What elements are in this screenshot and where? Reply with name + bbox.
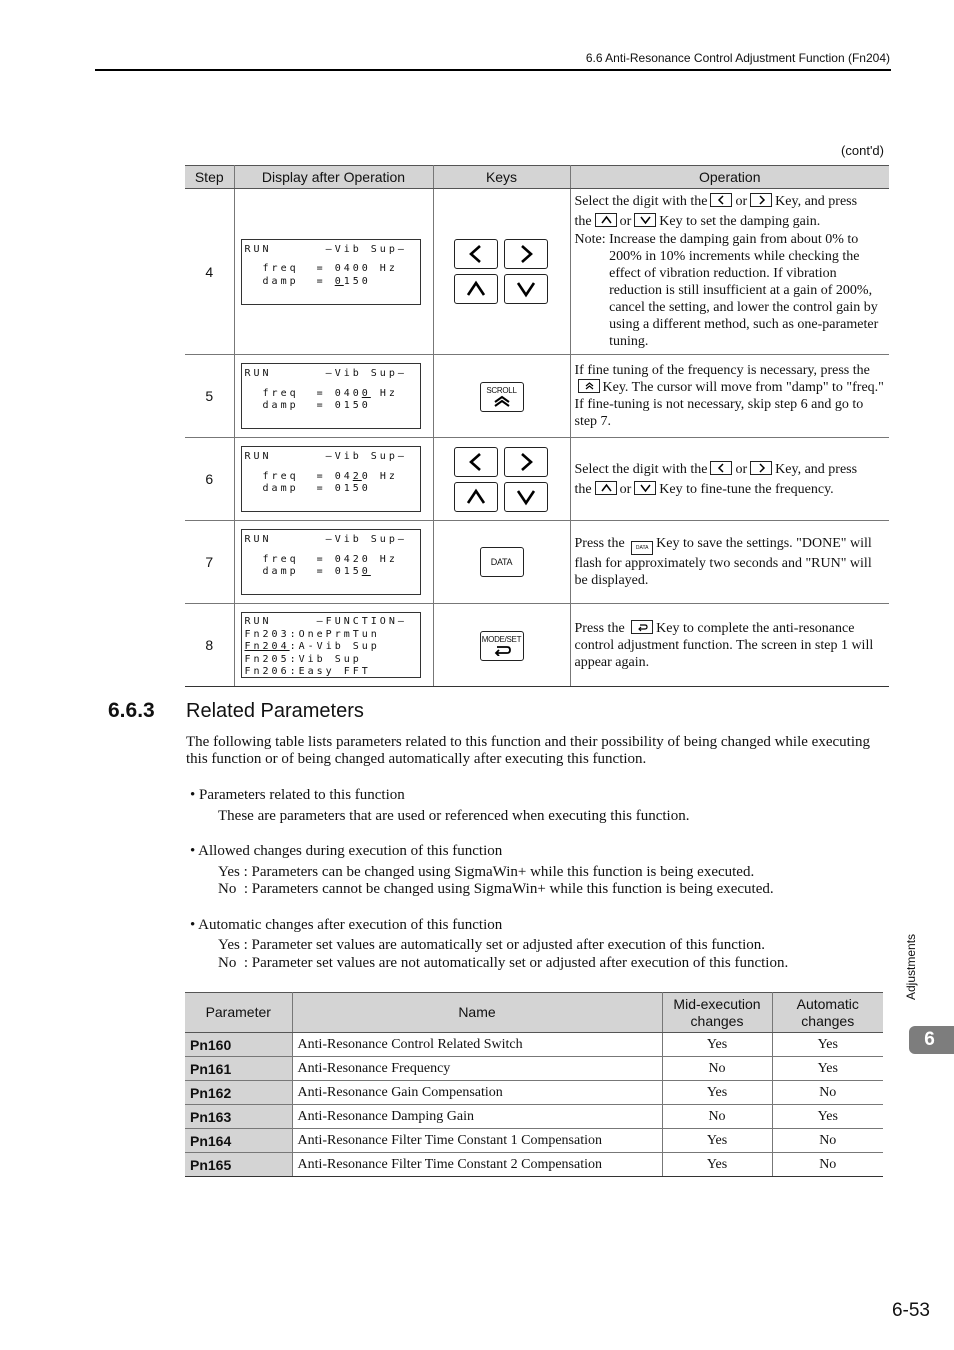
step-number: 6: [185, 438, 234, 521]
bullet-text: Yes : Parameter set values are automatically set or adjusted after execution of this function.: [218, 937, 766, 953]
up-arrow-icon: [465, 486, 487, 508]
note-text: Increase the damping gain from about 0% to 200% in 10% increments while checking the effect of vibration reduction. If vibration reduction is still insufficient at a gain of 200%, cancel the setting, and lower the control gain by using a different method, such as one-parameter tuning.: [609, 232, 879, 349]
col-header-parameter: Parameter: [185, 993, 292, 1033]
col-header-display: Display after Operation: [234, 166, 433, 189]
down-key: [504, 482, 548, 512]
col-header-keys: Keys: [433, 166, 570, 189]
operation-cell: [570, 604, 889, 687]
op-text: or: [735, 461, 748, 477]
table-row: [185, 1033, 883, 1057]
param-id: Pn162: [185, 1081, 292, 1105]
bullet-text: No : Parameter set values are not automatically set or adjusted after execution of this function.: [218, 955, 789, 971]
op-text: the: [574, 481, 592, 497]
lcd-line: freq = 0420 Hz: [244, 470, 398, 482]
op-text: Select the digit with the: [574, 461, 708, 477]
op-text: Key, and press: [775, 461, 858, 477]
lcd-line: damp = 0150: [244, 275, 371, 287]
key-label: SCROLL: [486, 386, 517, 396]
step-row: [185, 438, 889, 521]
param-auto: Yes: [772, 1105, 883, 1129]
lcd-line: freq = 0400 Hz: [244, 263, 398, 274]
param-name: Anti-Resonance Frequency: [292, 1057, 662, 1081]
col-header-automatic: Automatic changes: [772, 993, 883, 1033]
op-text: Press the: [574, 620, 625, 636]
chapter-side-label: Adjustments: [904, 933, 918, 1000]
data-key: [480, 547, 524, 577]
param-id: Pn165: [185, 1153, 292, 1177]
lcd-display: [241, 239, 421, 305]
header-rule: [95, 69, 891, 71]
lcd-line: Fn203:OnePrmTun: [244, 628, 380, 640]
param-name: Anti-Resonance Control Related Switch: [292, 1033, 662, 1057]
right-key: [504, 239, 548, 269]
left-key: [454, 447, 498, 477]
op-text: Key to save the settings. "DONE" will flash for approximately two seconds and "RUN" will be displayed.: [574, 536, 872, 588]
op-text: Key to set the damping gain.: [659, 214, 821, 229]
lcd-line: RUN —Vib Sup—: [244, 368, 407, 379]
down-arrow-icon: [515, 278, 537, 300]
chapter-tab: 6: [909, 1026, 954, 1054]
data-key-inline-icon: DATA: [631, 541, 653, 555]
up-key-inline-icon: [595, 481, 617, 495]
step-row: [185, 521, 889, 604]
bullet-heading: • Parameters related to this function: [190, 787, 405, 803]
lcd-line: Fn205:Vib Sup: [244, 653, 362, 665]
display-cell: [234, 355, 433, 438]
param-id: Pn164: [185, 1129, 292, 1153]
lcd-display: [241, 529, 421, 595]
right-arrow-icon: [515, 451, 537, 473]
procedure-header-row: [185, 166, 889, 189]
operation-cell: [570, 355, 889, 438]
section-title: Related Parameters: [186, 700, 364, 722]
param-auto: No: [772, 1081, 883, 1105]
running-header: 6.6 Anti-Resonance Control Adjustment Function (Fn204): [585, 51, 890, 65]
col-header-name: Name: [292, 993, 662, 1033]
procedure-table: [185, 165, 889, 687]
scroll-key: [480, 382, 524, 412]
bullet-text: No : Parameters cannot be changed using SigmaWin+ while this function is being executed.: [218, 881, 774, 897]
param-name: Anti-Resonance Filter Time Constant 1 Compensation: [292, 1129, 662, 1153]
key-label: DATA: [490, 557, 513, 567]
parameters-table: [185, 992, 883, 1177]
keys-cell: [433, 189, 570, 355]
op-text: Select the digit with the: [574, 194, 708, 209]
lcd-line: Fn206:Easy FFT: [244, 666, 371, 677]
col-header-operation: Operation: [570, 166, 889, 189]
continued-label: (cont'd): [841, 143, 884, 158]
lcd-line: damp = 0150: [244, 483, 371, 494]
down-key-inline-icon: [634, 213, 656, 227]
right-arrow-icon: [515, 243, 537, 265]
left-key: [454, 239, 498, 269]
lcd-display: [241, 612, 421, 678]
param-name: Anti-Resonance Filter Time Constant 2 Compensation: [292, 1153, 662, 1177]
operation-cell: [570, 521, 889, 604]
param-mid: Yes: [662, 1081, 772, 1105]
lcd-line: RUN —FUNCTION—: [244, 616, 407, 627]
left-arrow-icon: [465, 243, 487, 265]
parameters-header-row: [185, 993, 883, 1033]
step-row: [185, 604, 889, 687]
op-text: Key, and press: [775, 194, 858, 209]
up-key: [454, 482, 498, 512]
op-text: Key to complete the anti-resonance control adjustment function. The screen in step 1 will appear again.: [574, 620, 874, 670]
operation-cell: [570, 438, 889, 521]
op-text: or: [735, 194, 748, 209]
op-text: or: [619, 214, 632, 229]
operation-cell: [570, 189, 889, 355]
mode-set-key-inline-icon: [631, 620, 653, 634]
bullet-text: These are parameters that are used or referenced when executing this function.: [218, 808, 690, 824]
bullet-text: Yes : Parameters can be changed using SigmaWin+ while this function is being executed.: [218, 864, 755, 880]
step-number: 7: [185, 521, 234, 604]
op-text: Press the: [574, 536, 625, 551]
param-auto: No: [772, 1153, 883, 1177]
keys-cell: [433, 521, 570, 604]
param-auto: Yes: [772, 1033, 883, 1057]
lcd-line: freq = 0400 Hz: [244, 387, 398, 399]
display-cell: [234, 604, 433, 687]
op-text: If fine tuning of the frequency is necessary, press the: [574, 363, 870, 378]
param-mid: No: [662, 1057, 772, 1081]
step-row: [185, 355, 889, 438]
table-row: [185, 1129, 883, 1153]
param-id: Pn160: [185, 1033, 292, 1057]
lcd-display: [241, 446, 421, 512]
note-label: Note:: [574, 232, 610, 247]
lcd-line: RUN —Vib Sup—: [244, 243, 407, 255]
lcd-line: Fn204:A-Vib Sup: [244, 641, 380, 652]
table-row: [185, 1057, 883, 1081]
lcd-line: RUN —Vib Sup—: [244, 451, 407, 462]
keys-cell: [433, 604, 570, 687]
col-header-mid-execution: Mid-execution changes: [662, 993, 772, 1033]
lcd-line: damp = 0150: [244, 566, 371, 577]
right-key-inline-icon: [750, 193, 772, 207]
op-text: Key. The cursor will move from "damp" to "freq." If fine-tuning is not necessary, skip step 6 and go to step 7.: [574, 380, 884, 429]
display-cell: [234, 438, 433, 521]
step-row: [185, 189, 889, 355]
lcd-line: RUN —Vib Sup—: [244, 534, 407, 545]
param-mid: Yes: [662, 1129, 772, 1153]
left-key-inline-icon: [710, 193, 732, 207]
param-name: Anti-Resonance Damping Gain: [292, 1105, 662, 1129]
param-auto: Yes: [772, 1057, 883, 1081]
scroll-key-inline-icon: [578, 379, 600, 393]
table-row: [185, 1081, 883, 1105]
param-mid: Yes: [662, 1033, 772, 1057]
step-number: 4: [185, 189, 234, 355]
op-text: or: [619, 481, 632, 497]
display-cell: [234, 521, 433, 604]
step-number: 5: [185, 355, 234, 438]
left-key-inline-icon: [710, 461, 732, 475]
note: [575, 231, 886, 350]
lcd-display: [241, 363, 421, 429]
down-arrow-icon: [515, 486, 537, 508]
op-text: Key to fine-tune the frequency.: [659, 481, 834, 497]
bullet-heading: • Automatic changes after execution of this function: [190, 917, 503, 933]
keys-cell: [433, 438, 570, 521]
right-key-inline-icon: [750, 461, 772, 475]
bullet-heading: • Allowed changes during execution of this function: [190, 843, 503, 859]
lcd-line: freq = 0420 Hz: [244, 553, 398, 565]
left-arrow-icon: [465, 451, 487, 473]
up-key: [454, 274, 498, 304]
table-row: [185, 1105, 883, 1129]
step-number: 8: [185, 604, 234, 687]
double-chevron-up-icon: [492, 395, 512, 407]
op-text: the: [574, 214, 592, 229]
up-key-inline-icon: [595, 213, 617, 227]
display-cell: [234, 189, 433, 355]
keys-cell: [433, 355, 570, 438]
section-number: 6.6.3: [108, 699, 155, 722]
param-name: Anti-Resonance Gain Compensation: [292, 1081, 662, 1105]
mode-set-key: [480, 631, 524, 661]
down-key: [504, 274, 548, 304]
return-arrow-icon: [492, 644, 512, 656]
table-row: [185, 1153, 883, 1177]
param-auto: No: [772, 1129, 883, 1153]
param-mid: Yes: [662, 1153, 772, 1177]
param-id: Pn163: [185, 1105, 292, 1129]
page-number: 6-53: [891, 1300, 930, 1321]
key-label: MODE/SET: [481, 635, 522, 645]
right-key: [504, 447, 548, 477]
col-header-step: Step: [185, 166, 234, 189]
down-key-inline-icon: [634, 481, 656, 495]
param-mid: No: [662, 1105, 772, 1129]
intro-paragraph: The following table lists parameters related to this function and their possibility of being changed while executing this function or of being changed automatically after executing this function.: [186, 734, 870, 767]
param-id: Pn161: [185, 1057, 292, 1081]
up-arrow-icon: [465, 278, 487, 300]
lcd-line: damp = 0150: [244, 400, 371, 411]
